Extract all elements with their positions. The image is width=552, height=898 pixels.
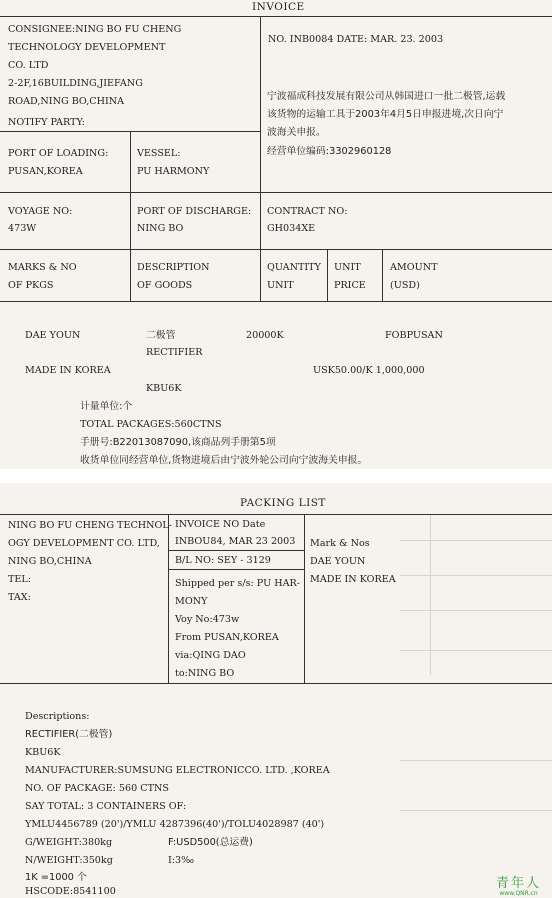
col-description-header: OF GOODS (137, 280, 193, 291)
marks-line: DAE YOUN (310, 556, 366, 567)
manual-number: 手册号:B22013087090,该商品列手册第5项 (80, 437, 276, 448)
consignee-line: CONSIGNEE:NING BO FU CHENG (8, 24, 182, 35)
receiver-note: 收货单位同经营单位,货物进境后由宁波外轮公司向宁波海关申报。 (80, 455, 368, 466)
goods-chinese-name: 二极管 (146, 330, 176, 341)
vessel-label: VESSEL: (137, 148, 181, 159)
ghost-line (400, 540, 552, 541)
chinese-note-line: 该货物的运输工具于2003年4月5日申报进境,次日向宁 (267, 109, 504, 120)
shipped-via: via:QING DAO (175, 650, 246, 661)
consignee-line: CO. LTD (8, 60, 49, 71)
page-separator (0, 469, 552, 483)
col-amount-header: AMOUNT (390, 262, 438, 273)
watermark-url: www.QNR.cn (499, 890, 538, 897)
chinese-note-line: 宁波福成科技发展有限公司从韩国进口一批二极管,运载 (267, 91, 506, 102)
shipper-line: NING BO FU CHENG TECHNOL- (8, 520, 173, 531)
ghost-line (400, 810, 552, 811)
say-total: SAY TOTAL: 3 CONTAINERS OF: (25, 801, 187, 812)
shipped-to: to:NING BO (175, 668, 235, 679)
invoice-divider-col1 (130, 131, 131, 301)
shipper-line: NING BO,CHINA (8, 556, 92, 567)
packing-list-title: PACKING LIST (240, 497, 326, 509)
invoice-rule-row3 (0, 249, 552, 250)
invoice-border-top (0, 16, 552, 17)
watermark-text: 青年人 (496, 876, 542, 891)
packing-border-top (0, 514, 552, 515)
manufacturer-line: MANUFACTURER:SUMSUNG ELECTRONICCO. LTD. ,KOREA (25, 765, 330, 776)
consignee-line: 2-2F,16BUILDING,JIEFANG (8, 78, 143, 89)
port-of-discharge-label: PORT OF DISCHARGE: (137, 206, 252, 217)
unit-conversion: 1K =1000 个 (25, 872, 87, 883)
col-marks-header: OF PKGS (8, 280, 54, 291)
col-description-header: DESCRIPTION (137, 262, 210, 273)
shipped-from: From PUSAN,KOREA (175, 632, 279, 643)
invoice-rule-header (0, 301, 552, 302)
port-of-loading-value: PUSAN,KOREA (8, 166, 83, 177)
description-line: RECTIFIER(二极管) (25, 729, 113, 740)
packing-rule-invoice (168, 550, 304, 551)
voyage-number: Voy No:473w (175, 614, 240, 625)
mark-made-in-korea: MADE IN KOREA (25, 365, 111, 376)
vessel-value: PU HARMONY (137, 166, 210, 177)
invoice-divider-main (260, 16, 261, 301)
mark-dae-youn: DAE YOUN (25, 330, 81, 341)
unit-price-amount: USK50.00/K 1,000,000 (313, 365, 425, 376)
invoice-no-date-label: INVOICE NO Date (175, 519, 266, 530)
ghost-line (400, 610, 552, 611)
shipped-line: Shipped per s/s: PU HAR- (175, 578, 300, 589)
voyage-label: VOYAGE NO: (8, 206, 73, 217)
packing-divider-2 (304, 514, 305, 683)
port-of-loading-label: PORT OF LOADING: (8, 148, 109, 159)
shipper-tax: TAX: (8, 592, 31, 603)
goods-english-name: RECTIFIER (146, 347, 203, 358)
hs-code: HSCODE:8541100 (25, 886, 116, 897)
chinese-note-line: 波海关申报。 (267, 127, 326, 138)
watermark-logo (496, 872, 541, 897)
descriptions-label: Descriptions: (25, 711, 90, 722)
ghost-line (400, 650, 552, 651)
voyage-value: 473W (8, 223, 37, 234)
col-marks-header: MARKS & NO (8, 262, 77, 273)
marks-label: Mark & Nos (310, 538, 370, 549)
container-numbers: YMLU4456789 (20')/YMLU 4287396(40')/TOLU4028987 (40') (25, 819, 325, 830)
ghost-line (400, 760, 552, 761)
shipper-tel: TEL: (8, 574, 32, 585)
col-quantity-header: QUANTITY (267, 262, 321, 273)
port-of-discharge-value: NING BO (137, 223, 184, 234)
packing-rule-bl (168, 569, 304, 570)
freight: F:USD500(总运费) (168, 837, 253, 848)
consignee-line: ROAD,NING BO,CHINA (8, 96, 125, 107)
invoice-title: INVOICE (252, 1, 305, 13)
invoice-divider-qty (327, 249, 328, 301)
col-quantity-header: UNIT (267, 280, 294, 291)
net-weight: N/WEIGHT:350kg (25, 855, 113, 866)
col-amount-header: (USD) (390, 280, 420, 291)
invoice-divider-price (382, 249, 383, 301)
goods-model: KBU6K (146, 383, 182, 394)
description-line: KBU6K (25, 747, 61, 758)
bill-of-lading-number: B/L NO: SEY - 3129 (175, 555, 271, 566)
invoice-no-date-value: INBOU84, MAR 23 2003 (175, 536, 296, 547)
consignee-line: TECHNOLOGY DEVELOPMENT (8, 42, 166, 53)
shipper-line: OGY DEVELOPMENT CO. LTD, (8, 538, 160, 549)
packing-rule-bottom (0, 683, 552, 684)
packing-divider-1 (168, 514, 169, 683)
total-packages: TOTAL PACKAGES:560CTNS (80, 419, 222, 430)
business-unit-code: 经营单位编码:3302960128 (267, 146, 392, 157)
marks-line: MADE IN KOREA (310, 574, 396, 585)
ghost-line (400, 575, 552, 576)
gross-weight: G/WEIGHT:380kg (25, 837, 113, 848)
invoice-number-date: NO. INB0084 DATE: MAR. 23. 2003 (268, 34, 444, 45)
quantity-value: 20000K (246, 330, 284, 341)
package-count: NO. OF PACKAGE: 560 CTNS (25, 783, 169, 794)
price-term: FOBPUSAN (385, 330, 443, 341)
col-unit-price-header: UNIT (334, 262, 361, 273)
contract-label: CONTRACT NO: (267, 206, 348, 217)
insurance: I:3‰ (168, 855, 194, 866)
ghost-line (430, 515, 431, 675)
notify-party: NOTIFY PARTY: (8, 117, 85, 128)
invoice-rule-row2 (0, 192, 552, 193)
contract-value: GH034XE (267, 223, 316, 234)
shipped-line: MONY (175, 596, 208, 607)
col-unit-price-header: PRICE (334, 280, 366, 291)
measure-unit: 计量单位:个 (80, 401, 133, 412)
